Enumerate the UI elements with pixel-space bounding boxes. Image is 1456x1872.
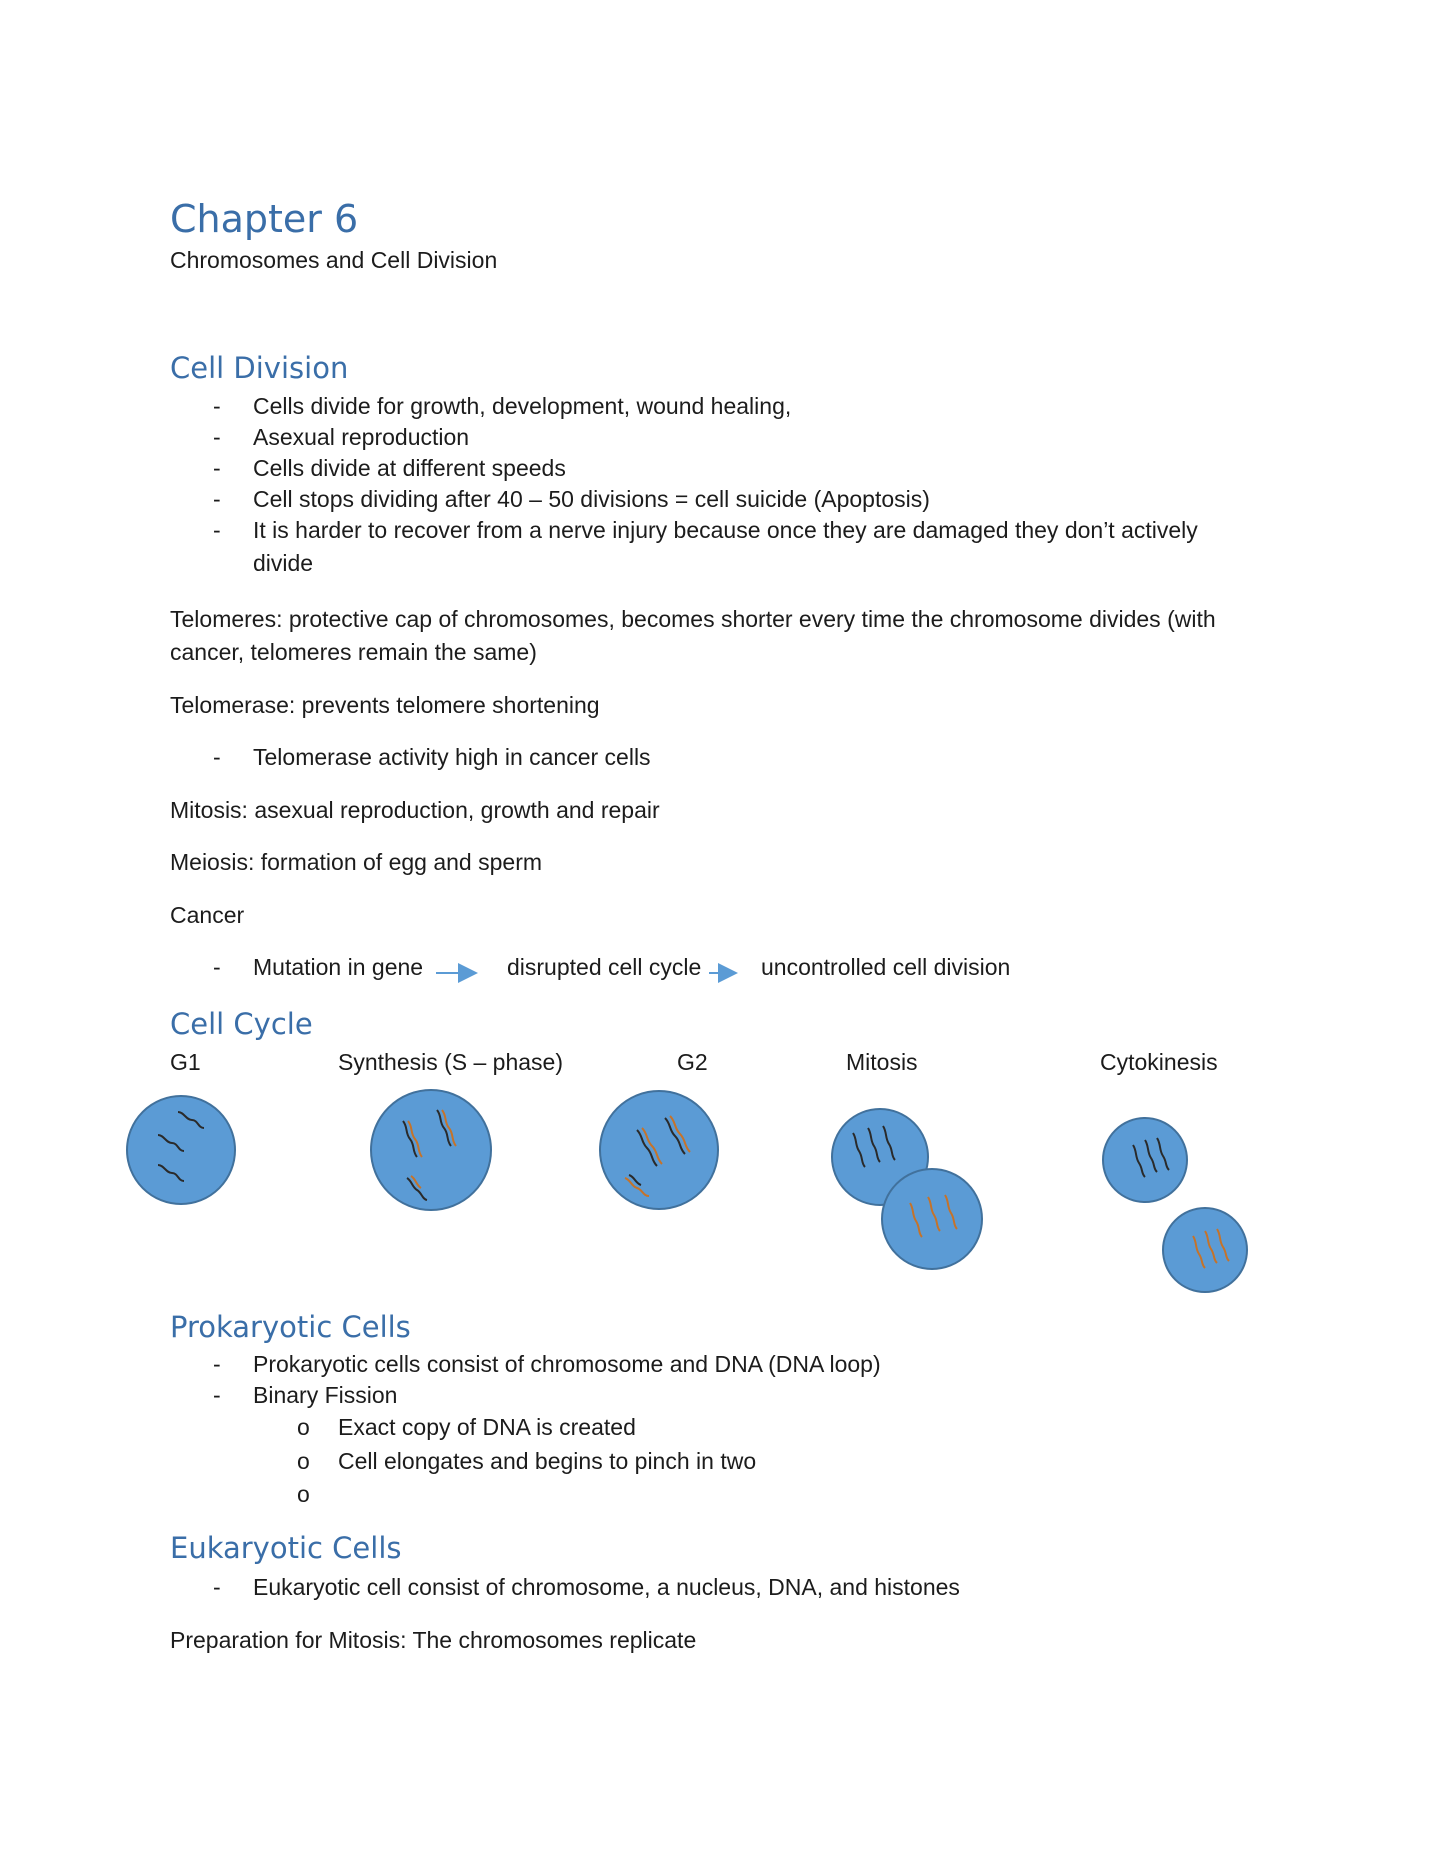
cancer-label: Cancer bbox=[170, 902, 245, 928]
stage-label-mitosis: Mitosis bbox=[846, 1049, 918, 1075]
g2-cell bbox=[600, 1091, 718, 1209]
sub-list-item: Exact copy of DNA is created bbox=[338, 1414, 636, 1440]
list-item: Cells divide at different speeds bbox=[253, 455, 566, 481]
telomeres-definition-cont: cancer, telomeres remain the same) bbox=[170, 639, 537, 665]
stage-label-synthesis: Synthesis (S – phase) bbox=[338, 1049, 564, 1075]
telomerase-definition: Telomerase: prevents telomere shortening bbox=[170, 692, 600, 718]
list-item: Binary Fission bbox=[253, 1382, 398, 1408]
synthesis-cell bbox=[371, 1090, 491, 1210]
telomeres-definition: Telomeres: protective cap of chromosomes, becomes shorter every time the chromosome divides (with bbox=[170, 606, 1216, 632]
heading-prokaryotic: Prokaryotic Cells bbox=[170, 1310, 411, 1344]
cancer-step-uncontrolled: uncontrolled cell division bbox=[761, 954, 1011, 980]
mitosis-definition: Mitosis: asexual reproduction, growth and repair bbox=[170, 797, 660, 823]
bullet-dash: - bbox=[213, 393, 221, 419]
bullet-dash: - bbox=[213, 1382, 221, 1408]
bullet-dash: - bbox=[213, 954, 221, 980]
cancer-step-disrupted: disrupted cell cycle bbox=[507, 954, 702, 980]
bullet-dash: - bbox=[213, 455, 221, 481]
meiosis-definition: Meiosis: formation of egg and sperm bbox=[170, 849, 543, 875]
page-subtitle: Chromosomes and Cell Division bbox=[170, 247, 498, 273]
list-item: Telomerase activity high in cancer cells bbox=[253, 744, 651, 770]
bullet-dash: - bbox=[213, 744, 221, 770]
stage-label-cytokinesis: Cytokinesis bbox=[1100, 1049, 1218, 1075]
heading-eukaryotic: Eukaryotic Cells bbox=[170, 1531, 402, 1565]
cancer-step-mutation: Mutation in gene bbox=[253, 954, 424, 980]
heading-cell-division: Cell Division bbox=[170, 351, 349, 385]
list-item: Eukaryotic cell consist of chromosome, a nucleus, DNA, and histones bbox=[253, 1574, 960, 1600]
list-item: Prokaryotic cells consist of chromosome and DNA (DNA loop) bbox=[253, 1351, 881, 1377]
list-item: Asexual reproduction bbox=[253, 424, 470, 450]
heading-cell-cycle: Cell Cycle bbox=[170, 1007, 313, 1041]
mitosis-cells bbox=[832, 1109, 982, 1269]
bullet-dash: - bbox=[213, 424, 221, 450]
sub-list-item: Cell elongates and begins to pinch in two bbox=[338, 1448, 757, 1474]
bullet-dash: - bbox=[213, 517, 221, 543]
sub-bullet-marker: o bbox=[297, 1448, 310, 1474]
list-item-continuation: divide bbox=[253, 550, 314, 576]
stage-label-g2: G2 bbox=[677, 1049, 708, 1075]
page-title: Chapter 6 bbox=[170, 197, 359, 241]
list-item: It is harder to recover from a nerve injury because once they are damaged they don’t actively bbox=[253, 517, 1198, 543]
stage-label-g1: G1 bbox=[170, 1049, 201, 1075]
bullet-dash: - bbox=[213, 1351, 221, 1377]
sub-bullet-marker: o bbox=[297, 1414, 310, 1440]
bullet-dash: - bbox=[213, 486, 221, 512]
sub-bullet-marker: o bbox=[297, 1481, 310, 1507]
list-item: Cells divide for growth, development, wound healing, bbox=[253, 393, 792, 419]
cytokinesis-cells bbox=[1103, 1118, 1247, 1292]
list-item: Cell stops dividing after 40 – 50 divisions = cell suicide (Apoptosis) bbox=[253, 486, 930, 512]
bullet-dash: - bbox=[213, 1574, 221, 1600]
g1-cell bbox=[127, 1096, 235, 1204]
preparation-for-mitosis: Preparation for Mitosis: The chromosomes replicate bbox=[170, 1627, 697, 1653]
